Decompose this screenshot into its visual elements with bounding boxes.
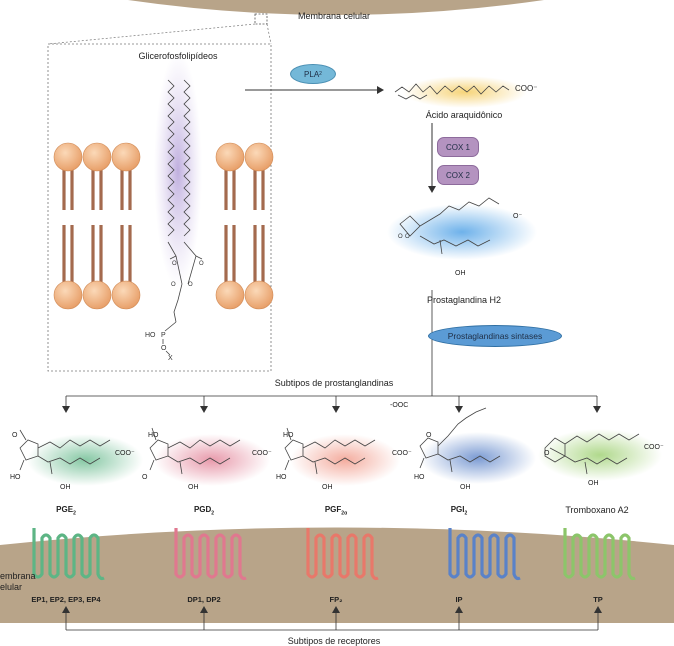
ester-o-2: O: [199, 261, 204, 267]
pgd2-oxo: O: [142, 474, 148, 481]
pgi2-name-sub: 2: [464, 510, 468, 517]
pgd2-glow: [154, 434, 270, 486]
pgf2a-carboxyl: COO⁻: [392, 450, 412, 457]
txa2-oxy: O: [544, 450, 550, 457]
receptor-dp-label: DP1, DP2: [187, 595, 221, 604]
pge2-name: [56, 506, 76, 517]
receptor-fp-label: FP₂: [329, 595, 343, 604]
arachidonic-glow: [403, 76, 527, 108]
txa2-name: Tromboxano A2: [565, 505, 629, 515]
pla2-label: PLA: [304, 69, 320, 79]
zoom-line-left: [48, 24, 255, 44]
txa2-oh: OH: [588, 480, 599, 487]
pgf2a-ho-top: HO: [283, 432, 294, 439]
phosphate-ho: HO: [145, 332, 156, 339]
cox2-label: COX 2: [445, 170, 470, 180]
cox1-label: COX 1: [445, 142, 470, 152]
pgf2a-oh: OH: [322, 484, 333, 491]
pgd2-name-sub: 2: [211, 510, 215, 517]
ester-o-3: O: [171, 282, 176, 288]
pgi2-oh: OH: [460, 484, 471, 491]
phosphate-p: P: [161, 332, 166, 339]
txa2-carboxyl: COO⁻: [644, 444, 664, 451]
pla2-sub: 2: [319, 71, 322, 77]
pgi2-top-carboxyl: -OOC: [390, 402, 409, 409]
membrane-zoom-marker: [255, 14, 267, 24]
ester-o-4: O: [188, 282, 193, 288]
receptor-tp-label: TP: [593, 595, 603, 604]
pgd2-name: [194, 506, 214, 517]
pgi2-name-main: PGI: [450, 505, 465, 514]
receptor-ep-label: EP1, EP2, EP3, EP4: [31, 595, 101, 604]
pgf2a-ho: HO: [276, 474, 287, 481]
pgi2-name: [451, 506, 468, 517]
phospholipid-glow: [154, 52, 202, 288]
pgh2-oxy-2: O: [405, 234, 410, 240]
pgh2-oxy-1: O: [398, 234, 403, 240]
arachidonic-label: Ácido araquidônico: [425, 110, 503, 120]
pgh2-label: Prostaglandina H2: [426, 295, 502, 305]
pgd2-name-main: PGD: [193, 505, 212, 514]
pgd2-ho: HO: [148, 432, 159, 439]
prostaglandin-subtypes-label: Subtipos de prostanglandinas: [274, 378, 394, 388]
phosphate-x: X: [168, 355, 173, 362]
txa2-glow: [538, 429, 662, 481]
pge2-oxo: O: [12, 432, 18, 439]
pla2-enzyme: [290, 64, 336, 84]
ester-o-1: O: [172, 261, 177, 267]
pgf2a-glow: [290, 434, 400, 486]
pge2-ho: HO: [10, 474, 21, 481]
receptor-subtypes-label: Subtipos de receptores: [287, 636, 381, 646]
synthases-enzyme: [428, 325, 562, 347]
pgf2a-name-sub: 2α: [341, 510, 348, 517]
pgf2a-name: [325, 506, 347, 517]
pgi2-oxy: O: [426, 432, 432, 439]
pgi2-glow: [420, 432, 536, 484]
cox2-enzyme: [437, 165, 479, 185]
pgi2-ho: HO: [414, 474, 425, 481]
receptor-ip-label: IP: [455, 595, 463, 604]
pge2-name-main: PGE: [56, 505, 74, 514]
cox1-enzyme: [437, 137, 479, 157]
pgh2-oh: OH: [455, 270, 466, 277]
pge2-carboxyl: COO⁻: [115, 450, 135, 457]
arachidonic-charge: COO⁻: [515, 84, 538, 93]
bottom-membrane-label-2: elular: [0, 582, 23, 592]
phosphate-o: O: [161, 345, 167, 352]
bottom-membrane-label-1: embrana: [0, 571, 36, 581]
pge2-name-sub: 2: [73, 510, 76, 517]
pgh2-charge: O⁻: [513, 213, 523, 220]
top-membrane-label: Membrana celular: [297, 11, 371, 21]
phospholipid-label: Glicerofosfolipídeos: [138, 51, 218, 61]
zoom-line-right: [267, 24, 271, 44]
pgd2-carboxyl: COO⁻: [252, 450, 272, 457]
pge2-oh: OH: [60, 484, 71, 491]
synthases-label: Prostaglandinas sintases: [447, 331, 543, 341]
pgd2-oh: OH: [188, 484, 199, 491]
pgf2a-name-main: PGF: [324, 505, 342, 514]
